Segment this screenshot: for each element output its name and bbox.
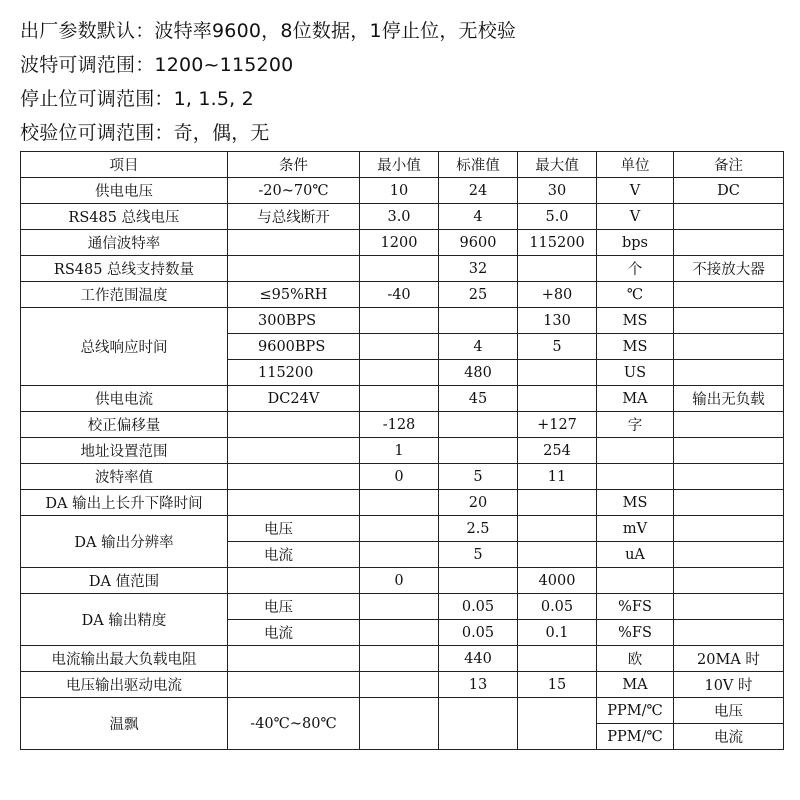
cell-min	[360, 542, 439, 568]
table-row	[21, 256, 784, 282]
cell-item: DA 输出精度	[21, 594, 228, 646]
cell-item: 波特率值	[21, 464, 228, 490]
cell-unit: MS	[597, 308, 674, 334]
cell-condition	[228, 568, 360, 594]
cell-unit: PPM/℃	[597, 698, 674, 724]
cell-typ	[439, 698, 518, 750]
cell-typ: 45	[439, 386, 518, 412]
header-note: 备注	[674, 152, 784, 178]
cell-typ: 440	[439, 646, 518, 672]
header-condition: 条件	[228, 152, 360, 178]
cell-unit: MA	[597, 672, 674, 698]
header-unit: 单位	[597, 152, 674, 178]
cell-min	[360, 516, 439, 542]
cell-unit: V	[597, 178, 674, 204]
cell-note: DC	[674, 178, 784, 204]
cell-condition: DC24V	[228, 386, 360, 412]
cell-condition: 与总线断开	[228, 204, 360, 230]
header-min: 最小值	[360, 152, 439, 178]
cell-condition: 300BPS	[228, 308, 360, 334]
cell-note	[674, 490, 784, 516]
cell-note	[674, 334, 784, 360]
table-row	[21, 646, 784, 672]
cell-condition: 9600BPS	[228, 334, 360, 360]
cell-unit: bps	[597, 230, 674, 256]
cell-item: 电流输出最大负载电阻	[21, 646, 228, 672]
table-header-row	[21, 152, 784, 178]
cell-item: 供电电压	[21, 178, 228, 204]
cell-item: DA 值范围	[21, 568, 228, 594]
cell-unit	[597, 438, 674, 464]
cell-unit: %FS	[597, 594, 674, 620]
table-row	[21, 568, 784, 594]
cell-typ: 4	[439, 204, 518, 230]
cell-max	[518, 646, 597, 672]
cell-item: 供电电流	[21, 386, 228, 412]
cell-unit: 字	[597, 412, 674, 438]
cell-max	[518, 698, 597, 750]
cell-condition: 电流	[228, 620, 360, 646]
cell-note	[674, 620, 784, 646]
cell-typ: 5	[439, 542, 518, 568]
parity-range-text: 校验位可调范围：奇，偶，无	[20, 122, 270, 144]
cell-item: RS485 总线电压	[21, 204, 228, 230]
table-row	[21, 594, 784, 620]
cell-item: DA 输出上长升下降时间	[21, 490, 228, 516]
table-row	[21, 204, 784, 230]
cell-unit: V	[597, 204, 674, 230]
cell-min	[360, 620, 439, 646]
cell-item: RS485 总线支持数量	[21, 256, 228, 282]
cell-note: 输出无负载	[674, 386, 784, 412]
table-row	[21, 386, 784, 412]
cell-typ	[439, 308, 518, 334]
factory-defaults-text: 出厂参数默认：波特率9600，8位数据，1停止位，无校验	[20, 20, 517, 42]
table-row	[21, 490, 784, 516]
cell-condition: ≤95%RH	[228, 282, 360, 308]
cell-min: -40	[360, 282, 439, 308]
cell-item: 温飘	[21, 698, 228, 750]
cell-max	[518, 256, 597, 282]
cell-typ: 5	[439, 464, 518, 490]
table-row	[21, 230, 784, 256]
spec-table	[20, 151, 784, 750]
cell-typ	[439, 438, 518, 464]
cell-typ: 20	[439, 490, 518, 516]
cell-condition	[228, 256, 360, 282]
cell-item: DA 输出分辨率	[21, 516, 228, 568]
cell-unit: US	[597, 360, 674, 386]
cell-item: 地址设置范围	[21, 438, 228, 464]
cell-min: 1200	[360, 230, 439, 256]
cell-min	[360, 256, 439, 282]
cell-unit: %FS	[597, 620, 674, 646]
cell-min	[360, 334, 439, 360]
cell-condition	[228, 464, 360, 490]
cell-condition: 电流	[228, 542, 360, 568]
cell-note	[674, 568, 784, 594]
cell-unit: MS	[597, 334, 674, 360]
cell-note: 电压	[674, 698, 784, 724]
cell-typ: 9600	[439, 230, 518, 256]
cell-max	[518, 542, 597, 568]
cell-typ: 0.05	[439, 594, 518, 620]
cell-condition	[228, 646, 360, 672]
cell-note	[674, 204, 784, 230]
cell-min: 10	[360, 178, 439, 204]
intro-block	[20, 14, 516, 150]
cell-typ: 480	[439, 360, 518, 386]
stop-bit-range-text: 停止位可调范围：1, 1.5, 2	[20, 88, 254, 110]
cell-min: -128	[360, 412, 439, 438]
cell-max: 115200	[518, 230, 597, 256]
cell-condition: -20~70℃	[228, 178, 360, 204]
cell-max	[518, 386, 597, 412]
cell-condition: 电压	[228, 594, 360, 620]
cell-typ: 25	[439, 282, 518, 308]
cell-condition	[228, 672, 360, 698]
cell-max: 5	[518, 334, 597, 360]
baud-range-text: 波特可调范围：1200~115200	[20, 54, 294, 76]
cell-unit: ℃	[597, 282, 674, 308]
cell-max: 0.1	[518, 620, 597, 646]
header-typ: 标准值	[439, 152, 518, 178]
cell-typ: 24	[439, 178, 518, 204]
cell-condition	[228, 230, 360, 256]
header-item: 项目	[21, 152, 228, 178]
cell-max: 0.05	[518, 594, 597, 620]
cell-unit: MA	[597, 386, 674, 412]
cell-note: 不接放大器	[674, 256, 784, 282]
cell-min	[360, 698, 439, 750]
cell-typ	[439, 568, 518, 594]
table-row	[21, 438, 784, 464]
table-row	[21, 516, 784, 542]
cell-unit: MS	[597, 490, 674, 516]
cell-min	[360, 308, 439, 334]
cell-note	[674, 516, 784, 542]
header-max: 最大值	[518, 152, 597, 178]
table-row	[21, 308, 784, 334]
cell-unit: 个	[597, 256, 674, 282]
table-row	[21, 698, 784, 724]
cell-max: 15	[518, 672, 597, 698]
cell-item: 电压输出驱动电流	[21, 672, 228, 698]
cell-unit: uA	[597, 542, 674, 568]
cell-condition	[228, 412, 360, 438]
cell-min	[360, 490, 439, 516]
cell-max	[518, 516, 597, 542]
cell-item: 工作范围温度	[21, 282, 228, 308]
cell-unit: mV	[597, 516, 674, 542]
cell-max	[518, 490, 597, 516]
cell-max: 11	[518, 464, 597, 490]
cell-typ: 4	[439, 334, 518, 360]
cell-note	[674, 464, 784, 490]
cell-note	[674, 282, 784, 308]
cell-min	[360, 594, 439, 620]
table-row	[21, 282, 784, 308]
cell-note: 20MA 时	[674, 646, 784, 672]
cell-min	[360, 360, 439, 386]
cell-unit	[597, 568, 674, 594]
cell-note	[674, 438, 784, 464]
cell-note	[674, 412, 784, 438]
table-row	[21, 412, 784, 438]
cell-max: +127	[518, 412, 597, 438]
cell-max: 5.0	[518, 204, 597, 230]
table-row	[21, 464, 784, 490]
cell-note	[674, 594, 784, 620]
cell-note	[674, 542, 784, 568]
cell-min: 1	[360, 438, 439, 464]
cell-item: 总线响应时间	[21, 308, 228, 386]
cell-unit: 欧	[597, 646, 674, 672]
cell-max: 4000	[518, 568, 597, 594]
cell-unit: PPM/℃	[597, 724, 674, 750]
cell-condition: 电压	[228, 516, 360, 542]
cell-min: 0	[360, 568, 439, 594]
cell-note	[674, 360, 784, 386]
cell-item: 通信波特率	[21, 230, 228, 256]
cell-min	[360, 646, 439, 672]
cell-condition: -40℃~80℃	[228, 698, 360, 750]
cell-typ: 13	[439, 672, 518, 698]
cell-min	[360, 386, 439, 412]
table-row	[21, 672, 784, 698]
cell-max: 30	[518, 178, 597, 204]
cell-item: 校正偏移量	[21, 412, 228, 438]
cell-typ: 2.5	[439, 516, 518, 542]
cell-typ	[439, 412, 518, 438]
cell-max: 130	[518, 308, 597, 334]
cell-min: 3.0	[360, 204, 439, 230]
cell-typ: 0.05	[439, 620, 518, 646]
table-row	[21, 178, 784, 204]
cell-note	[674, 230, 784, 256]
cell-condition	[228, 438, 360, 464]
cell-unit	[597, 464, 674, 490]
cell-note: 10V 时	[674, 672, 784, 698]
cell-max	[518, 360, 597, 386]
cell-condition: 115200	[228, 360, 360, 386]
cell-note	[674, 308, 784, 334]
cell-typ: 32	[439, 256, 518, 282]
cell-min: 0	[360, 464, 439, 490]
cell-condition	[228, 490, 360, 516]
cell-max: 254	[518, 438, 597, 464]
cell-max: +80	[518, 282, 597, 308]
cell-min	[360, 672, 439, 698]
cell-note: 电流	[674, 724, 784, 750]
